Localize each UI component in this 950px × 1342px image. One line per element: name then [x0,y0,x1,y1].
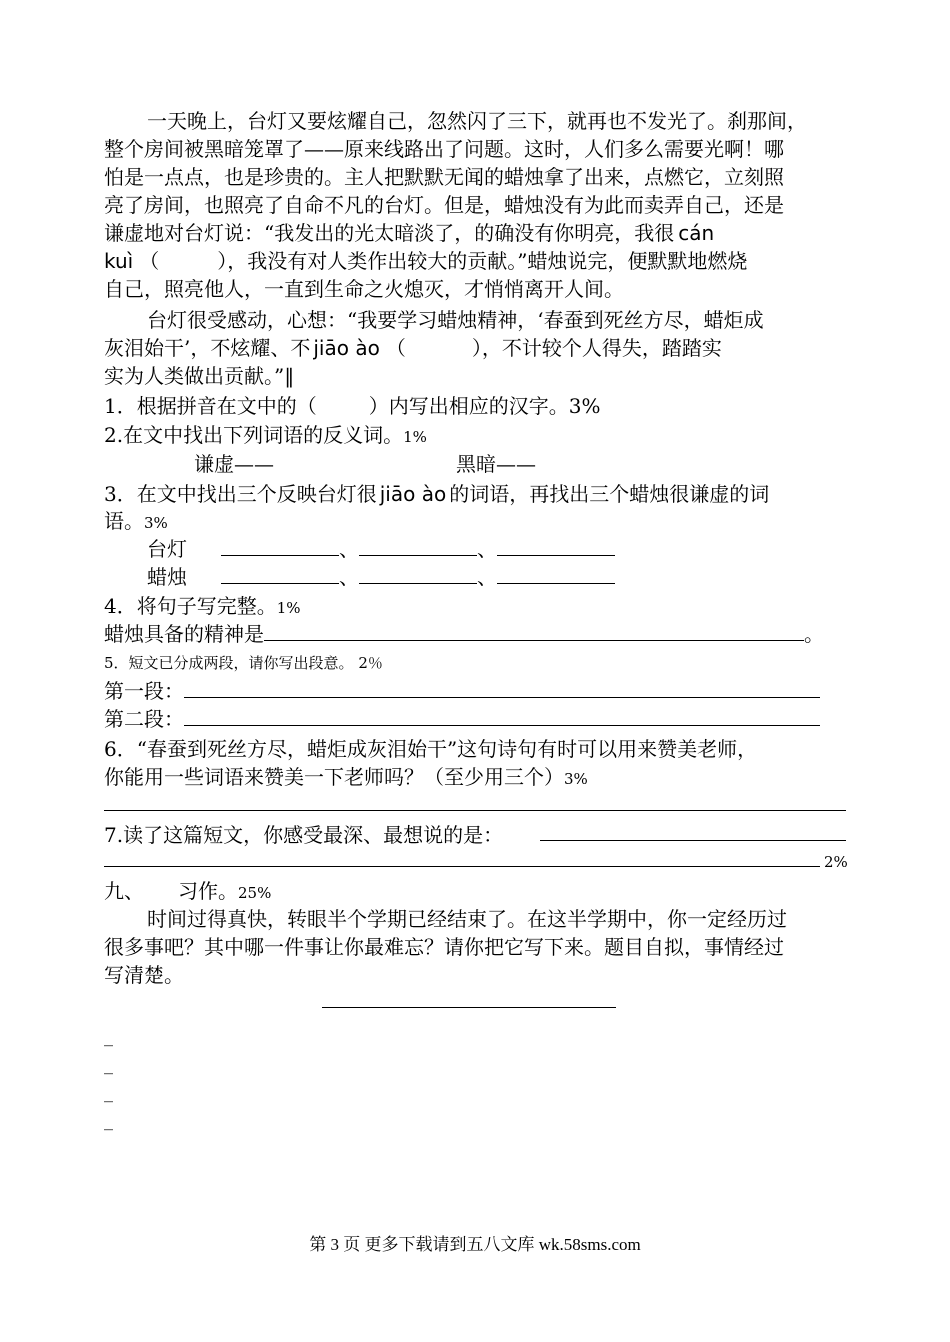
score: 1% [403,428,427,446]
pinyin-jiaoao: jiāo ào [379,482,447,506]
writing-line-marker: _ [104,1082,113,1103]
question-4 [104,592,846,622]
antonym-heian: 黑暗—— [456,452,536,476]
passage-line: 自己，照亮他人，一直到生命之火熄灭，才悄悄离开人间。 [104,277,624,301]
section-number: 九、 [104,879,144,903]
score: 3% [144,514,168,532]
passage-line [104,334,846,362]
answer-line[interactable] [221,563,339,584]
pinyin-jiaoao: jiāo ào [313,336,380,360]
composition-prompt: 写清楚。 [104,963,184,987]
row-label: 台灯 [147,537,187,561]
paren-close: ） [471,336,482,360]
question-text: 语。 [104,509,144,533]
q3-row-lazhu [147,563,889,591]
writing-line-marker: _ [104,1026,113,1047]
title-line[interactable] [322,1007,616,1008]
pinyin-cankui-part1: cán [678,221,715,245]
antonym-qianxu: 谦虚—— [194,452,274,476]
passage-line [104,247,846,275]
q5-seg2-row [104,705,846,733]
q4-answer-row [104,620,846,648]
passage-line: 台灯很受感动，心想：“我要学习蜡烛精神，‘春蚕到死丝方尽，蜡炬成 [147,308,764,332]
passage-text: ，不计较个人得失，踏踏实 [481,336,722,360]
score: 1% [276,599,301,617]
separator: 、 [477,537,497,561]
passage-text: 谦虚地对台灯说：“我发出的光太暗淡了，的确没有你明亮，我很 [104,221,675,245]
question-6: 6．“春蚕到死丝方尽，蜡炬成灰泪始干”这句诗句有时可以用来赞美老师， [104,737,758,761]
q5-seg1-row [104,677,846,705]
question-3-cont [104,507,846,537]
score: 25% [238,884,272,902]
question-text: 你能用一些词语来赞美一下老师吗？（至少用三个） [104,765,564,789]
question-text: ）内写出相应的汉字。3% [368,394,601,418]
answer-line[interactable] [184,677,820,698]
question-text: 蜡烛具备的精神是 [104,622,264,646]
answer-line[interactable] [184,705,820,726]
question-1 [104,392,846,420]
answer-line[interactable] [264,620,804,641]
answer-line[interactable] [104,810,846,811]
question-2 [104,421,846,451]
pinyin-cankui-part2: kuì [104,249,134,273]
answer-line[interactable] [359,535,477,556]
paren-open: （ [385,336,406,360]
passage-line: 亮了房间，也照亮了自命不凡的台灯。但是，蜡烛没有为此而卖弄自己，还是 [104,193,784,217]
writing-line-marker: _ [104,1054,113,1075]
score: 2% [824,853,848,871]
answer-line[interactable] [540,840,846,841]
passage-line [104,219,846,247]
passage-line: 怕是一点点，也是珍贵的。主人把默默无闻的蜡烛拿了出来，点燃它，立刻照 [104,165,784,189]
paren-close: ） [217,249,228,273]
question-text: 2.在文中找出下列词语的反义词。 [104,423,404,447]
passage-text: 灰泪始干’，不炫耀、不 [104,336,311,360]
row-label: 第一段： [104,679,184,703]
composition-prompt: 很多事吧？其中哪一件事让你最难忘？请你把它写下来。题目自拟，事情经过 [104,935,784,959]
question-5: 5．短文已分成两段，请你写出段意。 2％ [104,654,383,672]
answer-line[interactable] [359,563,477,584]
answer-line[interactable] [497,535,615,556]
row-label: 第二段： [104,707,184,731]
paren-open: （ [139,249,160,273]
passage-line: 整个房间被黑暗笼罩了——原来线路出了问题。这时，人们多么需要光啊！哪 [104,137,784,161]
separator: 、 [339,537,359,561]
answer-line[interactable] [221,535,339,556]
composition-prompt: 时间过得真快，转眼半个学期已经结束了。在这半学期中，你一定经历过 [147,907,787,931]
question-text: 4．将句子写完整。 [104,594,277,618]
question-7: 7.读了这篇短文，你感受最深、最想说的是： [104,823,504,847]
passage-line: 实为人类做出贡献。”‖ [104,364,295,388]
question-text: 的词语，再找出三个蜡烛很谦虚的词 [449,482,770,506]
section-title: 习作。 [178,879,238,903]
page-footer: 第 3 页 更多下载请到五八文库 wk.58sms.com [309,1235,641,1254]
q3-row-taideng [147,535,889,563]
separator: 、 [477,565,497,589]
question-3 [104,480,846,508]
question-6-cont [104,763,846,793]
passage-line: 一天晚上，台灯又要炫耀自己，忽然闪了三下，就再也不发光了。刹那间， [147,109,807,133]
passage-text: ，我没有对人类作出较大的贡献。”蜡烛说完，便默默地燃烧 [227,249,748,273]
writing-line-marker: _ [104,1110,113,1131]
question-text: 1．根据拼音在文中的（ [104,394,317,418]
answer-line[interactable] [497,563,615,584]
separator: 、 [339,565,359,589]
score: 3% [564,770,588,788]
answer-line[interactable] [104,866,820,867]
period: 。 [804,622,824,646]
composition-heading [104,877,846,907]
row-label: 蜡烛 [147,565,187,589]
question-text: 3．在文中找出三个反映台灯很 [104,482,377,506]
